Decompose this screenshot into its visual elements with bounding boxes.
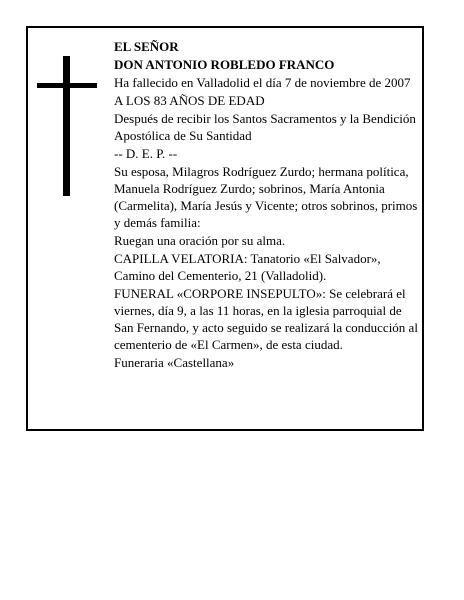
title-line-1: EL SEÑOR xyxy=(114,39,179,54)
deceased-name: DON ANTONIO ROBLEDO FRANCO xyxy=(114,57,335,72)
family-paragraph: Su esposa, Milagros Rodríguez Zurdo; hermana política, Manuela Rodríguez Zurdo; sobrinos, María Antonia (Carmelita), María Jesús y Vicente; otros sobrinos, primos y demás familia: xyxy=(114,164,418,230)
funeral-home: Funeraria «Castellana» xyxy=(114,355,235,370)
funeral-info: FUNERAL «CORPORE INSEPULTO»: Se celebrará el viernes, día 9, a las 11 horas, en la iglesia parroquial de San Fernando, y acto seguido se realizará la conducción al cementerio de «El Carmen», de esta ciudad. xyxy=(114,286,418,352)
death-notice: Ha fallecido en Valladolid el día 7 de noviembre de 2007 xyxy=(114,75,411,90)
cross-horizontal-bar xyxy=(37,83,97,88)
cross-vertical-bar xyxy=(63,56,70,196)
chapel-info: CAPILLA VELATORIA: Tanatorio «El Salvador», Camino del Cementerio, 21 (Valladolid). xyxy=(114,251,381,283)
prayer-request: Ruegan una oración por su alma. xyxy=(114,233,286,248)
sacraments-line: Después de recibir los Santos Sacramentos y la Bendición Apostólica de Su Santidad xyxy=(114,111,416,143)
age-line: A LOS 83 AÑOS DE EDAD xyxy=(114,93,265,108)
obituary-text xyxy=(114,38,420,371)
rip-line: -- D. E. P. -- xyxy=(114,146,178,161)
